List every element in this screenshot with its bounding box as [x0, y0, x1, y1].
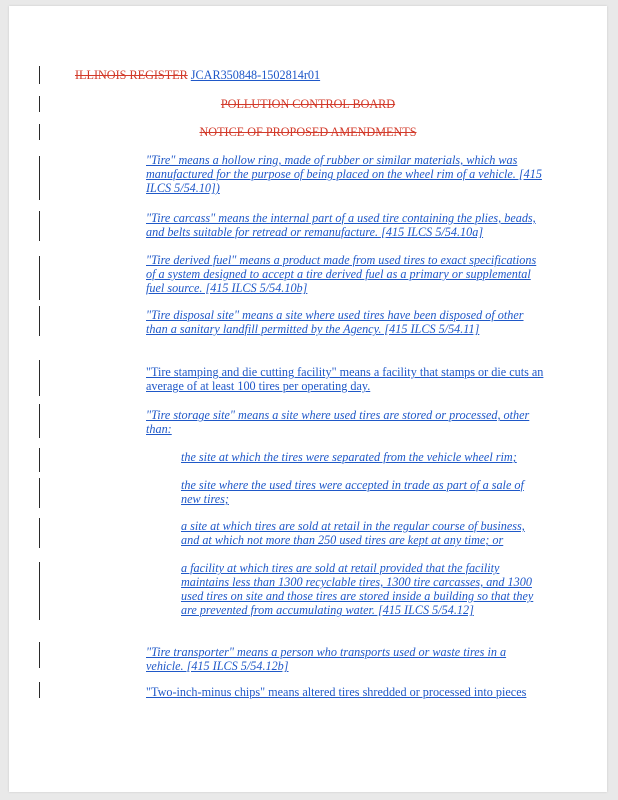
change-bar	[39, 404, 40, 438]
change-bar	[39, 256, 40, 300]
notice-title: NOTICE OF PROPOSED AMENDMENTS	[199, 125, 417, 139]
definition-tire-stamping: "Tire stamping and die cutting facility" means a facility that stamps or die cuts an average of at least 100 tires per operating day.	[146, 365, 544, 393]
definition-tire-carcass: "Tire carcass" means the internal part of a used tire containing the plies, beads, and belts suitable for retread or remanufacture. [415 ILCS 5/54.10a]	[146, 211, 536, 239]
definition-tire-derived-fuel: "Tire derived fuel" means a product made from used tires to exact specifications of a system designed to accept a tire derived fuel as a primary or supplemental fuel source. [415 ILCS 5/54.10b]	[146, 253, 537, 295]
storage-exception-1: the site at which the tires were separated from the vehicle wheel rim;	[181, 450, 517, 464]
definition-tire-disposal-site: "Tire disposal site" means a site where used tires have been disposed of other than a sanitary landfill permitted by the Agency. [415 ILCS 5/54.11]	[146, 308, 524, 336]
change-bar	[39, 360, 40, 396]
change-bar	[39, 156, 40, 200]
register-struck: ILLINOIS REGISTER	[75, 68, 188, 82]
definition-tire-storage-site: "Tire storage site" means a site where used tires are stored or processed, other than:	[146, 408, 530, 436]
change-bar	[39, 448, 40, 472]
change-bar	[39, 562, 40, 620]
change-bar	[39, 211, 40, 241]
change-bar	[39, 66, 40, 84]
storage-exception-3: a site at which tires are sold at retail in the regular course of business, and at which not more than 250 used tires are kept at any time; or	[181, 519, 525, 547]
change-bar	[39, 306, 40, 336]
board-title: POLLUTION CONTROL BOARD	[220, 97, 396, 111]
change-bar	[39, 642, 40, 668]
storage-exception-4: a facility at which tires are sold at retail provided that the facility maintains less than 1300 recyclable tires, 1300 tire carcasses, and 1300 used tires on site and those tires are stored inside a building so that they are prevented from accumulating water. [415 ILCS 5/54.12]	[181, 561, 534, 617]
change-bar	[39, 682, 40, 698]
definition-tire-transporter: "Tire transporter" means a person who transports used or waste tires in a vehicle. [415 ILCS 5/54.12b]	[146, 645, 507, 673]
register-header	[75, 68, 320, 82]
storage-exception-2: the site where the used tires were accepted in trade as part of a sale of new tires;	[181, 478, 524, 506]
document-page	[9, 6, 607, 792]
change-bar	[39, 478, 40, 508]
definition-two-inch-chips: "Two-inch-minus chips" means altered tires shredded or processed into pieces	[146, 685, 527, 699]
jcar-code: JCAR350848-1502814r01	[190, 68, 321, 82]
definition-tire: "Tire" means a hollow ring, made of rubber or similar materials, which was manufactured for the purpose of being placed on the wheel rim of a vehicle. [415 ILCS 5/54.10])	[146, 153, 542, 195]
change-bar	[39, 518, 40, 548]
